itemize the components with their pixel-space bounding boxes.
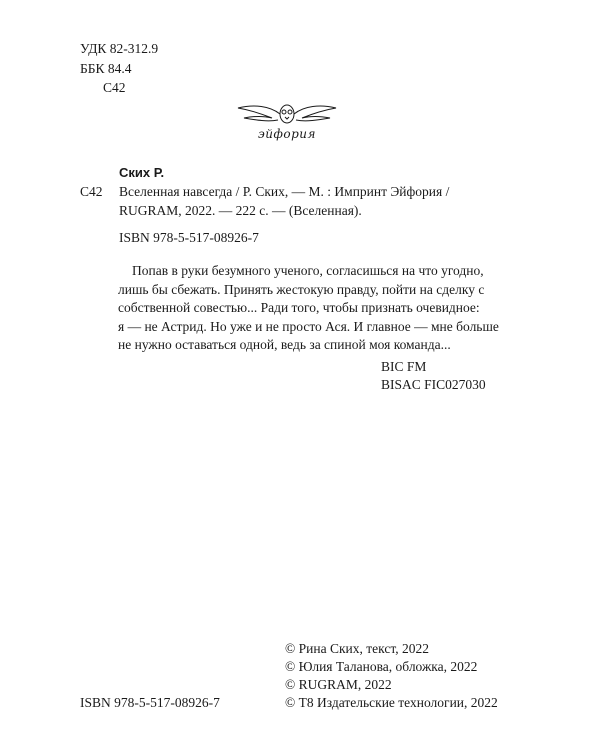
- udk-code: УДК 82-312.9: [80, 41, 159, 56]
- isbn-bottom: ISBN 978-5-517-08926-7: [80, 695, 220, 710]
- bbk-code: ББК 84.4: [80, 61, 132, 76]
- bic-code: BIC FM: [381, 359, 427, 374]
- owl-wings-icon: [232, 100, 342, 130]
- author-mark-left: С42: [80, 184, 103, 199]
- annotation-paragraph: [118, 262, 504, 355]
- author-mark: С42: [103, 80, 126, 95]
- annotation-line: я — не Астрид. Но уже и не просто Ася. И главное — мне больше: [118, 318, 499, 334]
- bibliographic-line-1: Вселенная навсегда / Р. Ских, — М. : Импринт Эйфория /: [119, 184, 450, 199]
- bisac-code: BISAC FIC027030: [381, 377, 486, 392]
- copyright-line: © RUGRAM, 2022: [285, 677, 392, 692]
- author-name: Ских Р.: [119, 165, 165, 180]
- copyright-line: © Рина Ских, текст, 2022: [285, 641, 429, 656]
- annotation-line: лишь бы сбежать. Принять жестокую правду, пойти на сделку с: [118, 281, 485, 297]
- annotation-line: собственной совестью... Ради того, чтобы признать очевидное:: [118, 300, 480, 315]
- publisher-logo: [232, 100, 342, 150]
- copyright-line: © Юлия Таланова, обложка, 2022: [285, 659, 478, 674]
- isbn-top: ISBN 978-5-517-08926-7: [119, 230, 259, 245]
- annotation-line: Попав в руки безумного ученого, согласишься на что угодно,: [132, 263, 484, 278]
- bibliographic-line-2: RUGRAM, 2022. — 222 с. — (Вселенная).: [119, 203, 362, 218]
- publisher-logo-text: эйфория: [258, 127, 316, 141]
- copyright-line: © Т8 Издательские технологии, 2022: [285, 695, 498, 710]
- annotation-line: не нужно оставаться одной, ведь за спиной моя команда...: [118, 337, 451, 352]
